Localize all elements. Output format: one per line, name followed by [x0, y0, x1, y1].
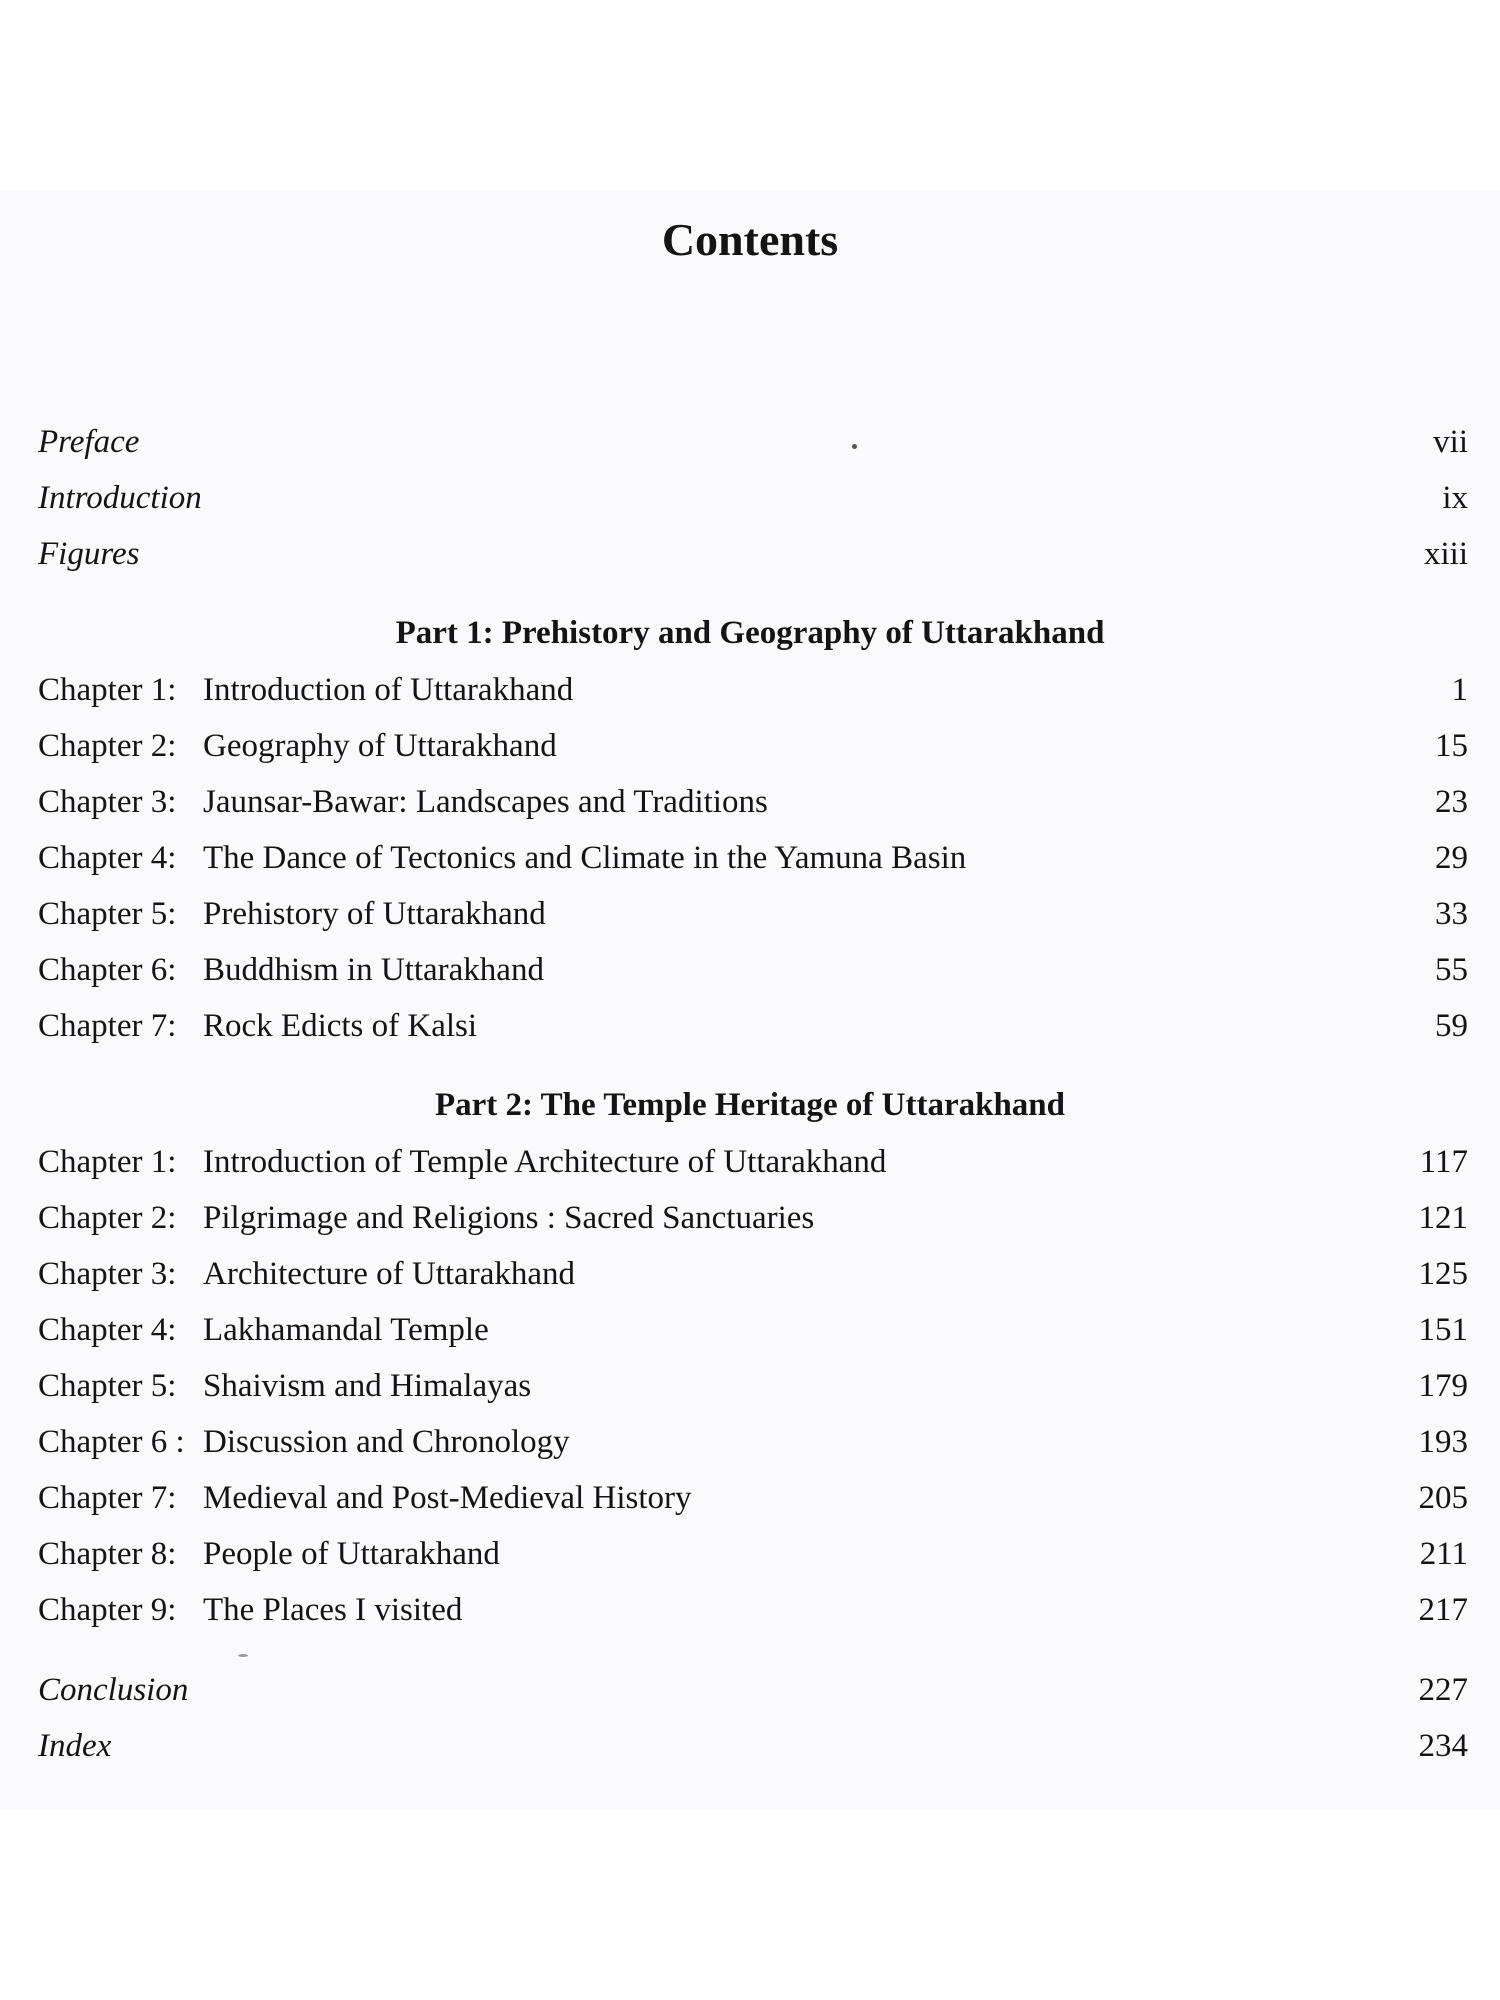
chapter-title: Buddhism in Uttarakhand — [203, 952, 544, 988]
toc-entry-index — [38, 1722, 1468, 1770]
chapter-page-number: 151 — [1418, 1312, 1468, 1348]
chapter-title: Rock Edicts of Kalsi — [203, 1008, 478, 1044]
chapter-page-number: 55 — [1435, 952, 1468, 988]
chapter-page-number: 205 — [1418, 1480, 1468, 1516]
chapter-title: Lakhamandal Temple — [203, 1312, 489, 1348]
chapter-number: Chapter 6: — [38, 952, 177, 988]
chapter-number: Chapter 7: — [38, 1480, 177, 1516]
chapter-page-number: 193 — [1418, 1424, 1468, 1460]
chapter-number: Chapter 9: — [38, 1592, 177, 1628]
chapter-page-number: 217 — [1418, 1592, 1468, 1628]
toc-chapter-row — [38, 1002, 1468, 1050]
chapter-title: Jaunsar-Bawar: Landscapes and Traditions — [203, 784, 768, 820]
toc-chapter-row — [38, 1194, 1468, 1242]
toc-chapter-row — [38, 834, 1468, 882]
chapter-page-number: 121 — [1418, 1200, 1468, 1236]
toc-chapter-row — [38, 778, 1468, 826]
entry-page-number: ix — [1442, 480, 1468, 516]
chapter-number: Chapter 8: — [38, 1536, 177, 1572]
toc-entry-conclusion — [38, 1666, 1468, 1714]
chapter-number: Chapter 4: — [38, 840, 177, 876]
chapter-title: Prehistory of Uttarakhand — [203, 896, 546, 932]
toc-entry-introduction — [38, 474, 1468, 522]
toc-chapter-row — [38, 1474, 1468, 1522]
chapter-title: Introduction of Temple Architecture of Uttarakhand — [203, 1144, 887, 1180]
toc-chapter-row — [38, 1138, 1468, 1186]
chapter-page-number: 33 — [1435, 896, 1468, 932]
chapter-title: The Dance of Tectonics and Climate in the Yamuna Basin — [203, 840, 967, 876]
chapter-title: Shaivism and Himalayas — [203, 1368, 532, 1404]
part-1-heading: Part 1: Prehistory and Geography of Uttarakhand — [395, 615, 1105, 651]
toc-chapter-row — [38, 666, 1468, 714]
chapter-page-number: 179 — [1418, 1368, 1468, 1404]
chapter-number: Chapter 3: — [38, 1256, 177, 1292]
chapter-number: Chapter 1: — [38, 1144, 177, 1180]
toc-chapter-row — [38, 722, 1468, 770]
chapter-title: Medieval and Post-Medieval History — [203, 1480, 692, 1516]
chapter-title: Discussion and Chronology — [203, 1424, 570, 1460]
chapter-page-number: 23 — [1435, 784, 1468, 820]
toc-chapter-row — [38, 890, 1468, 938]
chapter-page-number: 1 — [1451, 672, 1468, 708]
entry-label: Conclusion — [38, 1672, 189, 1708]
entry-label: Introduction — [38, 480, 202, 516]
toc-chapter-row — [38, 946, 1468, 994]
entry-label: Index — [38, 1728, 112, 1764]
chapter-number: Chapter 4: — [38, 1312, 177, 1348]
chapter-number: Chapter 6 : — [38, 1424, 185, 1460]
chapter-title: Geography of Uttarakhand — [203, 728, 557, 764]
chapter-page-number: 15 — [1435, 728, 1468, 764]
toc-chapter-row — [38, 1530, 1468, 1578]
toc-chapter-row — [38, 1362, 1468, 1410]
toc-entry-preface — [38, 418, 1468, 466]
chapter-number: Chapter 5: — [38, 1368, 177, 1404]
chapter-page-number: 125 — [1418, 1256, 1468, 1292]
part-2-heading: Part 2: The Temple Heritage of Uttarakhand — [434, 1087, 1065, 1123]
toc-chapter-row — [38, 1306, 1468, 1354]
chapter-page-number: 211 — [1419, 1536, 1468, 1572]
entry-label: Preface — [38, 424, 140, 460]
entry-page-number: vii — [1433, 424, 1468, 460]
toc-entry-figures — [38, 530, 1468, 578]
chapter-title: People of Uttarakhand — [203, 1536, 500, 1572]
toc-chapter-row — [38, 1418, 1468, 1466]
toc-chapter-row — [38, 1250, 1468, 1298]
chapter-number: Chapter 2: — [38, 728, 177, 764]
chapter-title: Introduction of Uttarakhand — [203, 672, 574, 708]
chapter-number: Chapter 1: — [38, 672, 177, 708]
chapter-number: Chapter 7: — [38, 1008, 177, 1044]
chapter-page-number: 29 — [1435, 840, 1468, 876]
ink-speck — [238, 1654, 248, 1657]
chapter-number: Chapter 2: — [38, 1200, 177, 1236]
entry-page-number: xiii — [1423, 536, 1468, 572]
page-title: Contents — [661, 214, 839, 265]
ink-speck — [852, 444, 857, 449]
chapter-number: Chapter 5: — [38, 896, 177, 932]
chapter-page-number: 59 — [1435, 1008, 1468, 1044]
chapter-number: Chapter 3: — [38, 784, 177, 820]
entry-page-number: 227 — [1418, 1672, 1468, 1708]
chapter-title: Pilgrimage and Religions : Sacred Sanctuaries — [203, 1200, 815, 1236]
chapter-title: The Places I visited — [203, 1592, 463, 1628]
entry-page-number: 234 — [1418, 1728, 1468, 1764]
chapter-title: Architecture of Uttarakhand — [203, 1256, 575, 1292]
entry-label: Figures — [38, 536, 140, 572]
toc-chapter-row — [38, 1586, 1468, 1634]
chapter-page-number: 117 — [1419, 1144, 1468, 1180]
